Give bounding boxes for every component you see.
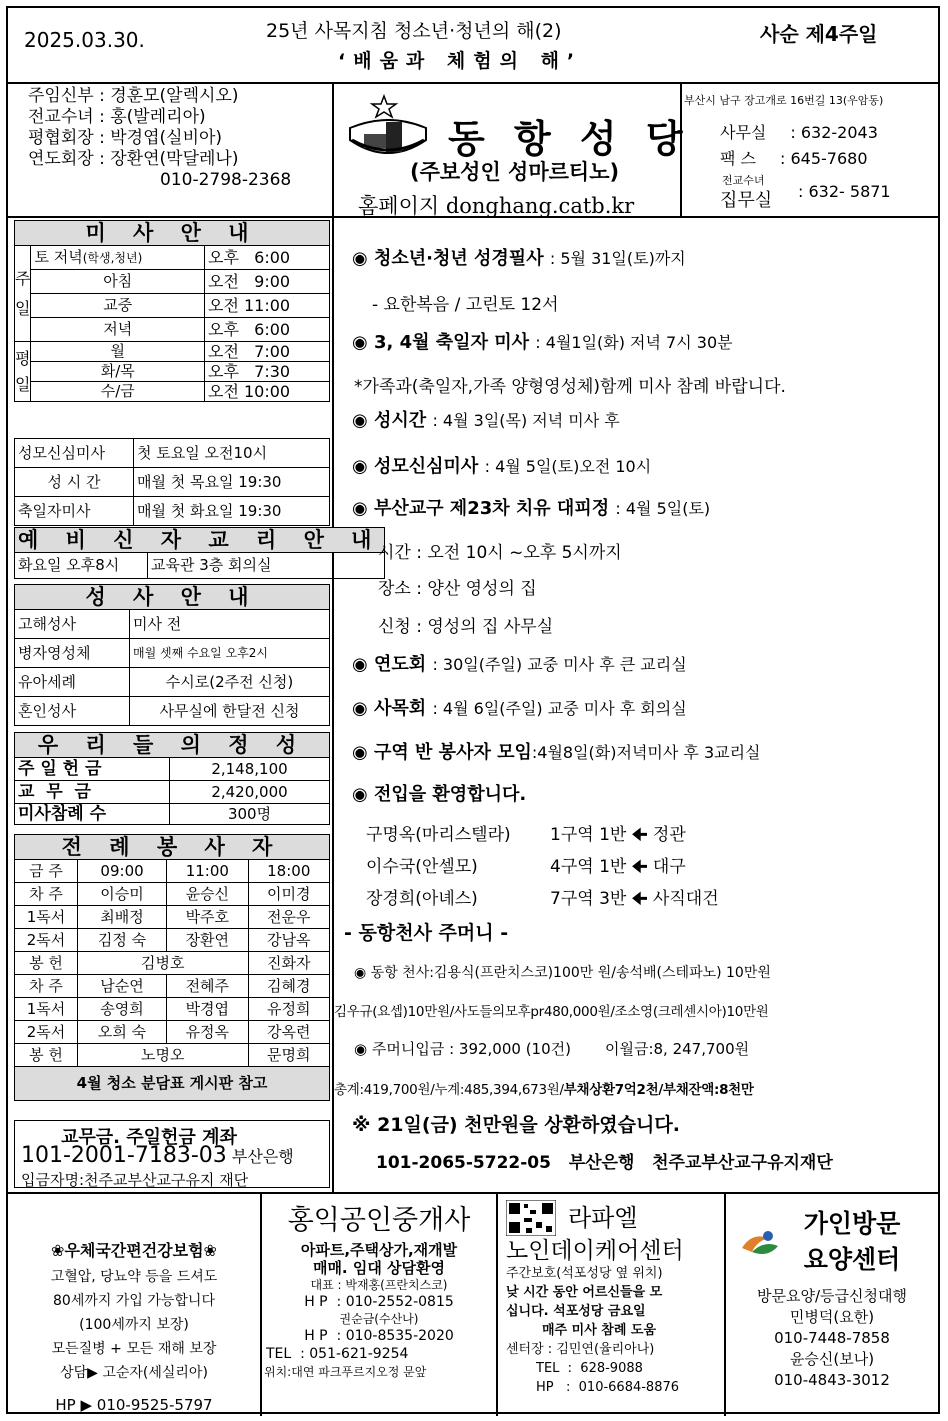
- minister-name: 박경엽: [167, 998, 248, 1021]
- welcome-zone: 4구역 1반 🠈 대구: [550, 857, 686, 877]
- ad-daycare-line: 주간보호(석포성당 옆 위치): [506, 1266, 663, 1281]
- finance-table: [14, 732, 330, 825]
- minister-name: 김정 숙: [78, 929, 167, 952]
- mass-time: 오전 9:00: [205, 270, 330, 294]
- minister-name: 강옥련: [248, 1021, 329, 1044]
- finance-value: 300명: [170, 804, 330, 825]
- catechumen-table: [14, 527, 385, 579]
- mass-name: 아침: [31, 270, 205, 294]
- mass-time: 오후 6:00: [205, 246, 330, 270]
- welcome-row: 이수국(안셀모): [366, 857, 478, 877]
- mass-name: 월: [31, 342, 205, 362]
- mass-name: 저녁: [31, 318, 205, 342]
- ad-insurance-title: ❀우체국간편건강보험❀: [51, 1241, 217, 1260]
- special-mass-time: 첫 토요일 오전10시: [134, 439, 330, 468]
- sacrament-name: 고해성사: [15, 610, 130, 639]
- minister-role: 봉 헌: [15, 952, 78, 975]
- minister-name: 송영희: [78, 998, 167, 1021]
- minister-role: 2독서: [15, 929, 78, 952]
- mass-time: 오후 6:00: [205, 318, 330, 342]
- staff-row: 전교수녀 : 홍(발레리아): [28, 107, 206, 127]
- sacrament-info: 사무실에 한달전 신청: [130, 697, 330, 726]
- account-box: [14, 1120, 330, 1188]
- patron-saint: (주보성인 성마르티노): [410, 160, 620, 184]
- sister-office-label: 집무실: [720, 190, 773, 211]
- ministers-header-cell: 금 주: [15, 860, 78, 883]
- welcome-row: 구명옥(마리스텔라): [366, 825, 511, 845]
- minister-name: 유정희: [248, 998, 329, 1021]
- ministers-title: 전 례 봉 사 자: [15, 835, 330, 860]
- catechumen-title: 예 비 신 자 교 리 안 내: [15, 528, 385, 553]
- mass-time: 오전 11:00: [205, 294, 330, 318]
- special-mass-name: 성모신심미사: [15, 439, 134, 468]
- sacrament-info: 미사 전: [130, 610, 330, 639]
- minister-role: 봉 헌: [15, 1044, 78, 1067]
- notice-holy-hour: ◉ 성시간 : 4월 3일(목) 저녁 미사 후: [352, 410, 620, 431]
- minister-name: 강남옥: [248, 929, 329, 952]
- minister-name: 박주호: [167, 906, 248, 929]
- sacrament-info: 수시로(2주전 신청): [130, 668, 330, 697]
- minister-name: 김병호: [78, 952, 249, 975]
- ad-homecare-title: 가인방문: [803, 1209, 901, 1238]
- ad-realty-line: 아파트,주택상가,재개발: [300, 1241, 458, 1259]
- ad-insurance-line: 80세까지 가입 가능합니다: [53, 1293, 215, 1309]
- ministers-header-cell: 09:00: [78, 860, 167, 883]
- catechumen-place: 교육관 3층 회의실: [148, 553, 385, 579]
- ad-insurance-phone: HP ▶ 010-9525-5797: [55, 1396, 213, 1414]
- minister-name: 최배정: [78, 906, 167, 929]
- ad-daycare-line: 낮 시간 동안 어르신들을 모: [506, 1285, 663, 1300]
- staff-row: 주임신부 : 경훈모(알렉시오): [28, 86, 239, 106]
- homecare-logo-icon: [738, 1228, 782, 1262]
- office-phone-row: 사무실 : 632-2043: [720, 123, 878, 142]
- ad-homecare-phone: 010-4843-3012: [774, 1371, 890, 1389]
- ad-insurance-line: (100세까지 보장): [79, 1317, 189, 1333]
- mass-time: 오전 10:00: [205, 382, 330, 402]
- minister-name: 이승미: [78, 883, 167, 906]
- minister-name: 남순연: [78, 975, 167, 998]
- swirl-icon: ❀: [203, 1241, 217, 1260]
- notice-retreat: ◉ 부산교구 제23차 치유 대피정 : 4월 5일(토): [352, 498, 711, 519]
- notice-yeondo: ◉ 연도회 : 30일(주일) 교중 미사 후 큰 교리실: [352, 654, 687, 675]
- sunday-label: 주일: [15, 246, 31, 342]
- sacrament-name: 유아세례: [15, 668, 130, 697]
- ad-daycare-line: 센터장 : 김민연(율리아나): [506, 1342, 655, 1357]
- special-mass-name: 성 시 간: [15, 468, 134, 497]
- notice-pastoral-council: ◉ 사목회 : 4월 6일(주일) 교중 미사 후 회의실: [352, 698, 687, 719]
- notice-retreat-apply: 신청 : 영성의 집 사무실: [378, 617, 554, 637]
- ad-realty-phone: TEL : 051-621-9254: [266, 1346, 409, 1362]
- ministers-table: [14, 834, 330, 1101]
- notice-retreat-time: 시간 : 오전 10시 ~오후 5시까지: [378, 543, 622, 563]
- staff-phone: 010-2798-2368: [160, 170, 292, 190]
- fax-row: 팩 스 : 645-7680: [720, 149, 868, 168]
- sacrament-name: 병자영성체: [15, 639, 130, 668]
- sacraments-table: [14, 584, 330, 726]
- minister-name: 김혜경: [248, 975, 329, 998]
- welcome-zone: 7구역 3반 🠈 사직대건: [550, 889, 719, 909]
- minister-name: 윤승신: [167, 883, 248, 906]
- special-mass-time: 매월 첫 목요일 19:30: [134, 468, 330, 497]
- account-title: 교무금. 주일헌금 계좌: [61, 1127, 237, 1148]
- ministers-header-cell: 18:00: [248, 860, 329, 883]
- finance-value: 2,148,100: [170, 758, 330, 781]
- finance-value: 2,420,000: [170, 781, 330, 804]
- special-mass-time: 매월 첫 화요일 19:30: [134, 497, 330, 526]
- minister-name: 이미경: [248, 883, 329, 906]
- notice-marian-mass: ◉ 성모신심미사 : 4월 5일(토)오전 10시: [352, 456, 652, 477]
- liturgical-week: 사순 제4주일: [760, 22, 878, 46]
- ad-homecare-title: 요양센터: [803, 1245, 901, 1274]
- minister-role: 차 주: [15, 975, 78, 998]
- minister-name: 유정옥: [167, 1021, 248, 1044]
- minister-role: 차 주: [15, 883, 78, 906]
- cleaning-notice: 4월 청소 분담표 게시판 참고: [15, 1067, 330, 1101]
- pouch-line3: ◉ 주머니입금 : 392,000 (10건) 이월금:8, 247,700원: [354, 1040, 750, 1058]
- ad-insurance-line: 고혈압, 당뇨약 등을 드셔도: [50, 1269, 218, 1285]
- staff-row: 평협회장 : 박경엽(실비아): [28, 128, 223, 148]
- mass-time: 오전 7:00: [205, 342, 330, 362]
- welcome-row: 장경희(아녜스): [366, 889, 478, 909]
- finance-name: 주 일 헌 금: [15, 758, 170, 781]
- parish-address: 부산시 남구 장고개로 16번길 13(우암동): [684, 94, 884, 107]
- bulletin-date: 2025.03.30.: [24, 28, 145, 52]
- finance-name: 교 무 금: [15, 781, 170, 804]
- ad-daycare-title: 노인데이케어센터: [506, 1238, 684, 1264]
- sacrament-name: 혼인성사: [15, 697, 130, 726]
- finance-title: 우 리 들 의 정 성: [15, 733, 330, 758]
- ad-daycare-line: 십니다. 석포성당 금요일: [506, 1304, 646, 1319]
- bulletin-page: [6, 6, 940, 1414]
- ad-homecare-line: 민병덕(요한): [789, 1308, 875, 1326]
- pouch-line2: 김우규(요셉)10만원/사도들의모후pr480,000원/조소영(크레센시아)10만원: [334, 1004, 769, 1020]
- ad-realty: [262, 1198, 496, 1381]
- account-depositor: 입금자명:천주교부산교구유지 재단: [21, 1171, 249, 1189]
- minister-name: 진화자: [248, 952, 329, 975]
- ad-homecare-line: 윤승신(보나): [789, 1350, 875, 1368]
- notice-bible-copying: ◉ 청소년·청년 성경필사 : 5월 31일(토)까지: [352, 248, 686, 269]
- ad-realty-line: 권순금(수산나): [339, 1312, 419, 1326]
- ad-realty-line: 매매. 임대 상담환영: [312, 1259, 446, 1277]
- pouch-line1: ◉ 동항 천사:김용식(프란치스코)100만 원/송석배(스테파노) 10만원: [354, 965, 771, 981]
- sister-office-phone: : 632- 5871: [798, 182, 891, 201]
- minister-name: 문명희: [248, 1044, 329, 1067]
- repay-account: 101-2065-5722-05 부산은행 천주교부산교구유지재단: [376, 1153, 833, 1173]
- mass-name: 토 저녁(학생,청년): [31, 246, 205, 270]
- minister-role: 2독서: [15, 1021, 78, 1044]
- pouch-line4: 총계:419,700원/누계:485,394,673원/부채상환7억2천/부채잔액:8천만: [334, 1082, 754, 1098]
- mass-time: 오후 7:30: [205, 362, 330, 382]
- minister-name: 장환연: [167, 929, 248, 952]
- pastoral-motto-line2: ‘배움과 체험의 해’: [338, 50, 583, 72]
- mass-name: 화/목: [31, 362, 205, 382]
- catechumen-time: 화요일 오후8시: [15, 553, 148, 579]
- notice-welcome: ◉ 전입을 환영합니다.: [352, 784, 527, 805]
- ad-daycare-phone: TEL : 628-9088: [536, 1361, 643, 1376]
- ad-daycare-phone: HP : 010-6684-8876: [536, 1380, 680, 1395]
- notice-feast-mass-sub: *가족과(축일자,가족 양형영성체)함께 미사 참례 바랍니다.: [354, 377, 786, 397]
- welcome-zone: 1구역 1반 🠈 정관: [550, 825, 686, 845]
- notice-feast-mass: ◉ 3, 4월 축일자 미사 : 4월1일(화) 저녁 7시 30분: [352, 332, 733, 353]
- arrow-left-icon: 🠈: [631, 889, 648, 909]
- finance-name: 미사참례 수: [15, 804, 170, 825]
- special-mass-name: 축일자미사: [15, 497, 134, 526]
- arrow-left-icon: 🠈: [631, 857, 648, 877]
- minister-role: 1독서: [15, 998, 78, 1021]
- account-number-row: 101-2001-7183-03 부산은행: [21, 1143, 294, 1168]
- ad-realty-line: 대표 : 박재홍(프란치스코): [310, 1278, 448, 1292]
- special-mass-table: [14, 438, 330, 526]
- staff-list: [28, 86, 328, 191]
- notice-retreat-place: 장소 : 양산 영성의 집: [378, 579, 537, 599]
- ad-insurance-line: 상담▶ 고순자(세실리아): [60, 1365, 208, 1381]
- pastoral-motto-line1: 25년 사목지침 청소년·청년의 해(2): [266, 20, 562, 42]
- minister-name: 전혜주: [167, 975, 248, 998]
- mass-schedule-title: 미 사 안 내: [15, 221, 330, 246]
- ad-daycare-body: [506, 1264, 722, 1397]
- minister-name: 오희 숙: [78, 1021, 167, 1044]
- ad-daycare-line: 매주 미사 참례 도움: [542, 1323, 657, 1338]
- repay-notice: ※ 21일(금) 천만원을 상환하였습니다.: [352, 1114, 680, 1136]
- sister-office-small-label: 전교수녀: [722, 174, 765, 187]
- ad-daycare-title: 라파엘: [568, 1204, 638, 1232]
- mass-name: 교중: [31, 294, 205, 318]
- swirl-icon: ❀: [51, 1241, 65, 1260]
- ad-insurance: [8, 1194, 260, 1414]
- ad-homecare: [726, 1204, 938, 1391]
- weekday-label: 평일: [15, 342, 31, 402]
- mass-schedule-table: [14, 220, 330, 402]
- ministers-header-cell: 11:00: [167, 860, 248, 883]
- ad-realty-phone: H P : 010-8535-2020: [304, 1328, 454, 1344]
- ad-homecare-phone: 010-7448-7858: [774, 1329, 890, 1347]
- parish-name: 동 항 성 당: [448, 117, 691, 161]
- ad-homecare-line: 방문요양/등급신청대행: [757, 1287, 907, 1305]
- arrow-left-icon: 🠈: [631, 825, 648, 845]
- minister-name: 노명오: [78, 1044, 249, 1067]
- notice-district-meeting: ◉ 구역 반 봉사자 모임:4월8일(화)저녁미사 후 3교리실: [352, 742, 761, 763]
- staff-row: 연도회장 : 장환연(막달레나): [28, 149, 239, 169]
- sacrament-info: 매월 셋째 수요일 오후2시: [130, 639, 330, 668]
- minister-role: 1독서: [15, 906, 78, 929]
- mass-name: 수/금: [31, 382, 205, 402]
- ad-realty-line: 위치:대연 파크푸르지오정 문앞: [264, 1365, 427, 1379]
- notice-bible-copying-sub: - 요한복음 / 고린토 12서: [372, 295, 559, 315]
- ad-realty-phone: H P : 010-2552-0815: [304, 1294, 454, 1310]
- ad-realty-title: 홍익공인중개사: [287, 1205, 471, 1236]
- homepage-link[interactable]: 홈페이지 donghang.catb.kr: [358, 194, 635, 218]
- ad-insurance-line: 모든질병 + 모든 재해 보장: [51, 1341, 217, 1357]
- pouch-title: - 동항천사 주머니 -: [344, 922, 509, 944]
- qr-code-icon: [506, 1200, 556, 1236]
- minister-name: 전운우: [248, 906, 329, 929]
- sacraments-title: 성 사 안 내: [15, 585, 330, 610]
